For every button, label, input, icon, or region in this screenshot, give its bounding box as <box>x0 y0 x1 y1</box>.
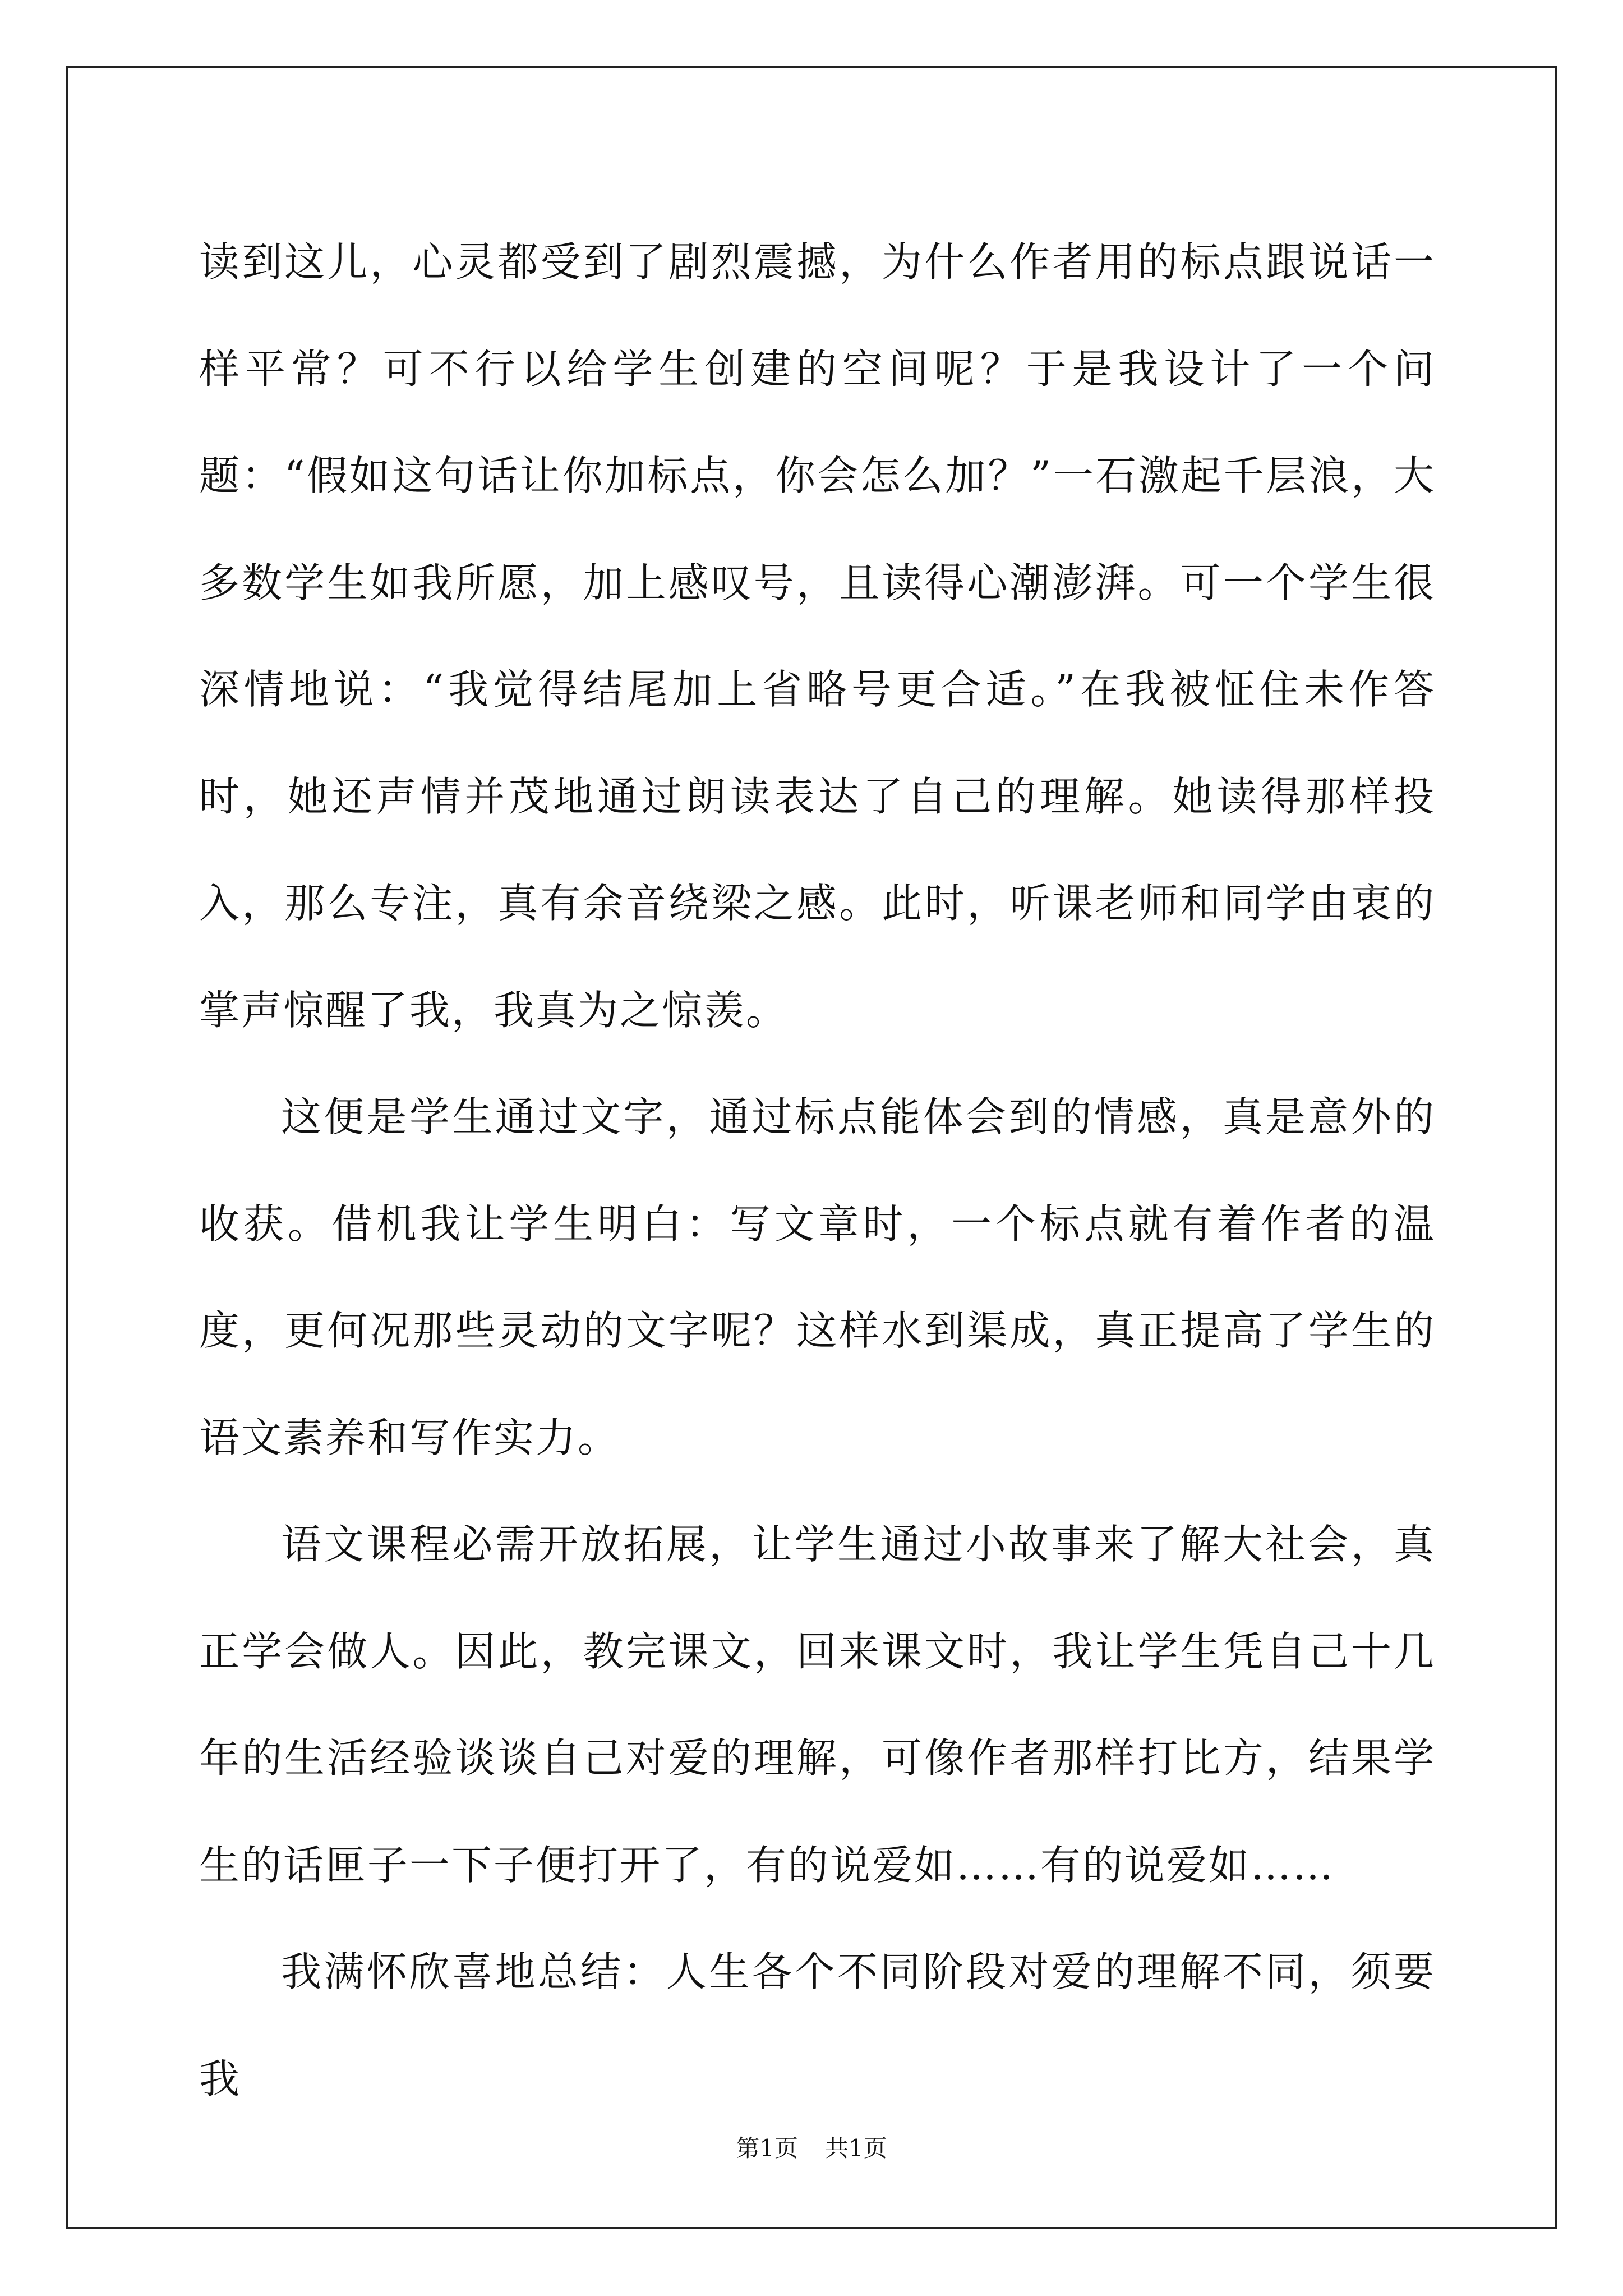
page-total: 共1页 <box>825 2134 887 2162</box>
page-footer <box>0 2132 1623 2165</box>
paragraph-2: 这便是学生通过文字，通过标点能体会到的情感，真是意外的收获。借机我让学生明白：写文章时，一个标点就有着作者的温度，更何况那些灵动的文字呢？这样水到渠成，真正提高了学生的语文素养和写作实力。 <box>199 1093 1436 1461</box>
paragraph-3: 语文课程必需开放拓展，让学生通过小故事来了解大社会，真正学会做人。因此，教完课文，回来课文时，我让学生凭自己十几年的生活经验谈谈自己对爱的理解，可像作者那样打比方，结果学生的话匣子一下子便打开了，有的说爱如……有的说爱如…… <box>199 1521 1436 1889</box>
paragraph-4: 我满怀欣喜地总结：人生各个不同阶段对爱的理解不同，须要我 <box>199 1948 1436 2102</box>
paragraph-1: 读到这儿，心灵都受到了剧烈震撼，为什么作者用的标点跟说话一样平常？可不行以给学生创建的空间呢？于是我设计了一个问题：“假如这句话让你加标点，你会怎么加？”一石激起千层浪，大多数学生如我所愿，加上感叹号，且读得心潮澎湃。可一个学生很深情地说：“我觉得结尾加上省略号更合适。”在我被怔住未作答时，她还声情并茂地通过朗读表达了自己的理解。她读得那样投入，那么专注，真有余音绕梁之感。此时，听课老师和同学由衷的掌声惊醒了我，我真为之惊羡。 <box>199 238 1436 1034</box>
document-body <box>199 209 1436 2132</box>
page-number: 第1页 <box>736 2134 798 2162</box>
